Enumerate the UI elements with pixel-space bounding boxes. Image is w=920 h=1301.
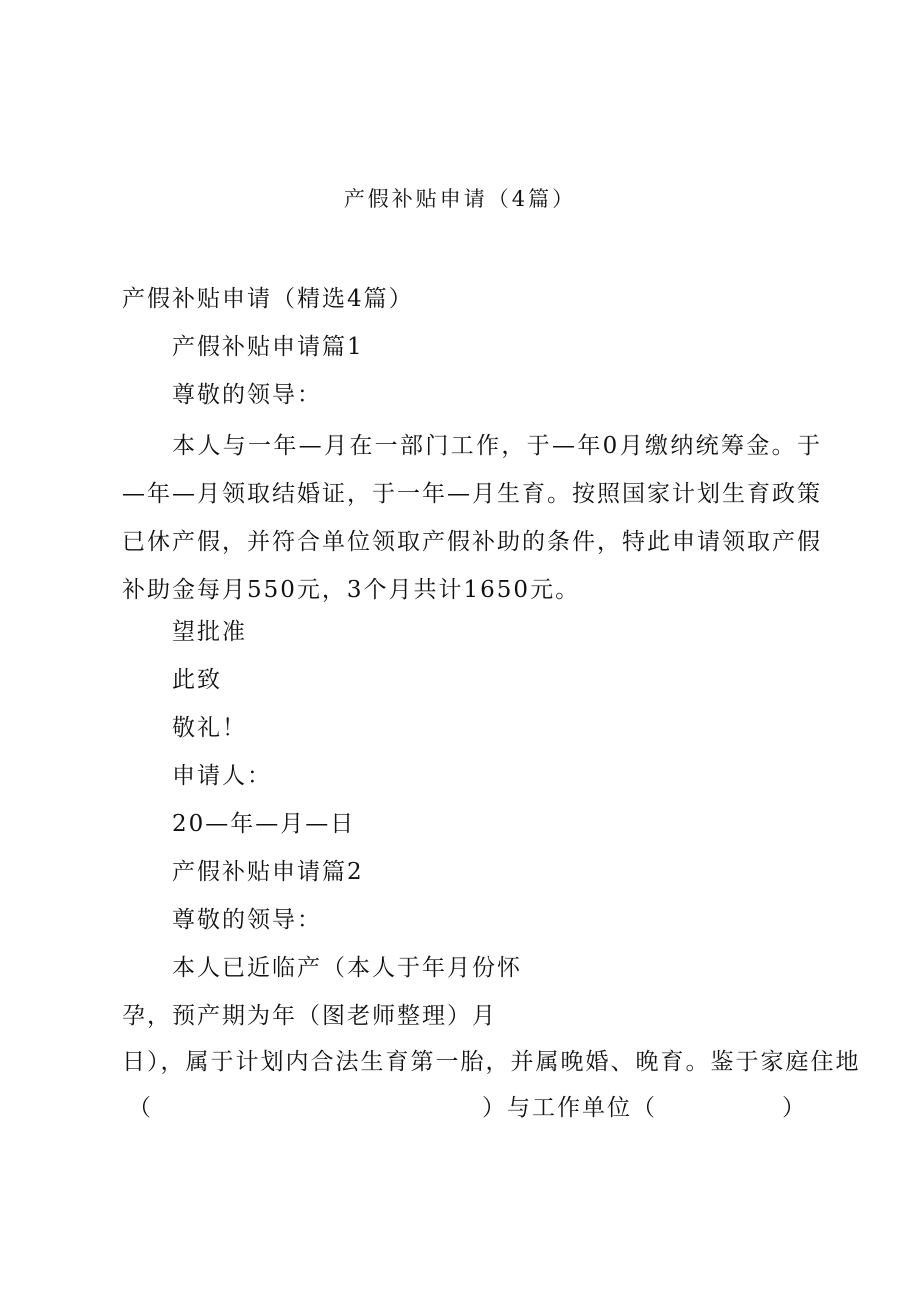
document-subtitle: 产假补贴申请（精选4篇） xyxy=(122,286,414,312)
bracket-close-1: ）与工作单位（ xyxy=(482,1095,657,1121)
bracket-open-1: （ xyxy=(128,1095,153,1121)
section2-heading: 产假补贴申请篇2 xyxy=(172,859,364,885)
section1-closing-2: 敬礼！ xyxy=(172,715,247,741)
section1-closing-1: 此致 xyxy=(172,667,222,693)
section2-line-1: 本人已近临产（本人于年月份怀 xyxy=(172,955,522,981)
section2-salutation: 尊敬的领导： xyxy=(172,907,322,933)
section1-heading: 产假补贴申请篇1 xyxy=(172,334,364,360)
document-title: 产假补贴申请（4篇） xyxy=(343,187,577,211)
section1-salutation: 尊敬的领导： xyxy=(172,382,322,408)
section1-body: 本人与一年—月在一部门工作，于—年0月缴纳统筹金。于—年—月领取结婚证，于一年—月生育。按照国家计划生育政策已休产假，并符合单位领取产假补助的条件，特此申请领取产假补助金每月550元，3个月共计1650元。 xyxy=(122,433,822,603)
bracket-close-2: ） xyxy=(782,1095,807,1121)
section1-applicant: 申请人： xyxy=(172,763,272,789)
section2-line-3: 日），属于计划内合法生育第一胎，并属晚婚、晚育。鉴于家庭住地 xyxy=(122,1049,861,1075)
section1-request: 望批准 xyxy=(172,619,247,645)
section1-date: 20—年—月—日 xyxy=(172,811,356,837)
section2-line-2: 孕，预产期为年（图老师整理）月 xyxy=(122,1003,497,1029)
